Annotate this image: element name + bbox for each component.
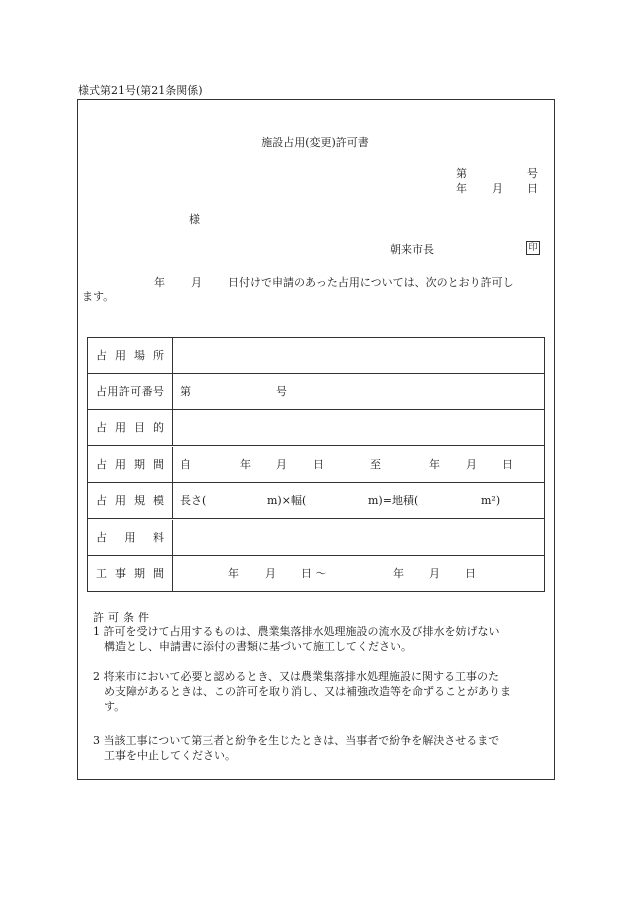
- form-number-label: 様式第21号(第21条関係): [78, 84, 203, 97]
- page-title: 施設占用(変更)許可書: [261, 136, 369, 149]
- table-row-location: [88, 338, 544, 374]
- scale-area: m)=地積(: [368, 494, 419, 507]
- row-label: 占用規模: [88, 483, 173, 518]
- table-row-construction-period: [88, 556, 544, 592]
- permit-details-table: [87, 337, 545, 592]
- row-label: 占用許可番号: [88, 374, 173, 409]
- permit-number-suffix: 号: [276, 385, 287, 398]
- period-from: 自: [180, 458, 191, 471]
- period-to-year: 年: [429, 458, 440, 471]
- addressee-honorific: 様: [189, 213, 200, 226]
- period-from-month: 月: [276, 458, 287, 471]
- condition-2-line-1: 2 将来市において必要と認めるとき、又は農業集落排水処理施設に関する工事のた: [93, 670, 500, 683]
- period-to-month: 月: [466, 458, 477, 471]
- row-label: 占用期間: [88, 447, 173, 482]
- intro-text: 日付けで申請のあった占用については、次のとおり許可し: [228, 276, 514, 289]
- condition-2-line-3: す。: [104, 700, 126, 713]
- intro-month: 月: [191, 276, 202, 289]
- issue-date-month: 月: [492, 182, 503, 195]
- permit-number-prefix: 第: [180, 385, 191, 398]
- period-from-day: 日: [313, 458, 324, 471]
- conditions-title: 許可条件: [93, 611, 153, 624]
- construction-from-day: 日 〜: [301, 567, 327, 580]
- table-row-fee: [88, 520, 544, 556]
- condition-1-line-1: 1 許可を受けて占用するものは、農業集落排水処理施設の流水及び排水を妨げない: [93, 625, 500, 638]
- issue-date-year: 年: [456, 182, 467, 195]
- construction-to-year: 年: [393, 567, 404, 580]
- issue-date-day: 日: [527, 182, 538, 195]
- intro-line-2: ます。: [82, 290, 115, 303]
- period-to: 至: [370, 458, 381, 471]
- scale-area-unit: m²): [481, 494, 501, 507]
- row-label: 占用目的: [88, 410, 173, 445]
- row-label: 占用料: [88, 520, 173, 555]
- row-label: 占用場所: [88, 338, 173, 373]
- condition-3-line-2: 工事を中止してください。: [104, 749, 236, 762]
- construction-to-day: 日: [465, 567, 476, 580]
- seal-stamp: 印: [526, 241, 540, 255]
- scale-width: m)×幅(: [267, 494, 307, 507]
- period-to-day: 日: [502, 458, 513, 471]
- condition-2-line-2: め支障があるときは、この許可を取り消し、又は補強改造等を命ずることがありま: [104, 685, 511, 698]
- intro-year: 年: [154, 276, 165, 289]
- construction-from-year: 年: [228, 567, 239, 580]
- condition-3-line-1: 3 当該工事について第三者と紛争を生じたときは、当事者で紛争を解決させるまで: [93, 734, 500, 747]
- period-from-year: 年: [240, 458, 251, 471]
- construction-from-month: 月: [265, 567, 276, 580]
- table-row-permit-number: [88, 374, 544, 410]
- condition-1-line-2: 構造とし、申請書に添付の書類に基づいて施工してください。: [104, 640, 412, 653]
- table-row-scale: [88, 483, 544, 519]
- document-number-prefix: 第: [456, 167, 467, 180]
- construction-to-month: 月: [429, 567, 440, 580]
- scale-length: 長さ(: [180, 494, 207, 507]
- table-row-period: [88, 447, 544, 483]
- table-row-purpose: [88, 410, 544, 446]
- document-number-suffix: 号: [527, 167, 538, 180]
- issuer-name: 朝来市長: [390, 243, 434, 256]
- row-label: 工事期間: [88, 556, 173, 592]
